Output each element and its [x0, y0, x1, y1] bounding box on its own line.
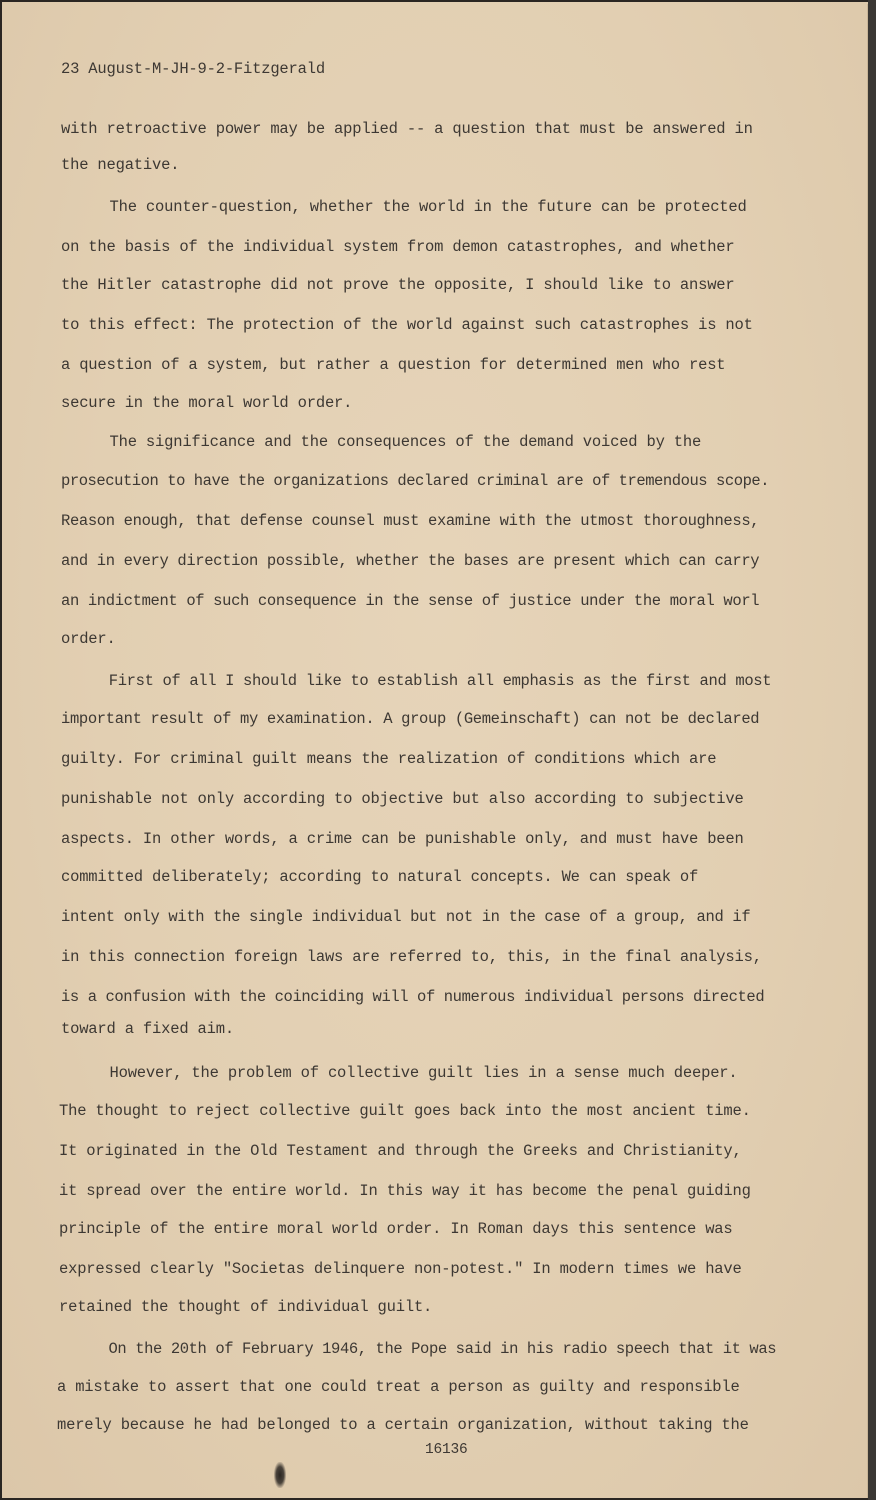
text-line: prosecution to have the organizations declared criminal are of tremendous scope.: [61, 472, 770, 490]
text-line: an indictment of such consequence in the sense of justice under the moral worl: [61, 592, 760, 610]
text-line: Reason enough, that defense counsel must examine with the utmost thoroughness,: [61, 512, 760, 530]
text-line: On the 20th of February 1946, the Pope said in his radio speech that it was: [64, 1340, 777, 1358]
page-header: 23 August-M-JH-9-2-Fitzgerald: [61, 60, 325, 78]
text-line: aspects. In other words, a crime can be punishable only, and must have been: [61, 830, 744, 848]
text-line: with retroactive power may be applied -- a question that must be answered in: [61, 120, 753, 138]
text-line: retained the thought of individual guilt.: [59, 1298, 433, 1316]
typed-text-body: [2, 2, 868, 1498]
text-line: expressed clearly "Societas delinquere non-potest." In modern times we have: [59, 1260, 742, 1278]
text-line: important result of my examination. A group (Gemeinschaft) can not be declared: [61, 710, 760, 728]
text-line: First of all I should like to establish all emphasis as the first and most: [64, 672, 772, 690]
text-line: secure in the moral world order.: [61, 394, 353, 412]
text-line: a question of a system, but rather a question for determined men who rest: [61, 356, 726, 374]
text-line: the Hitler catastrophe did not prove the opposite, I should like to answer: [61, 276, 735, 294]
text-line: The thought to reject collective guilt goes back into the most ancient time.: [59, 1102, 751, 1120]
text-line: it spread over the entire world. In this way it has become the penal guiding: [59, 1182, 751, 1200]
text-line: a mistake to assert that one could treat a person as guilty and responsible: [57, 1378, 740, 1396]
document-page: [2, 2, 868, 1498]
text-line: guilty. For criminal guilt means the realization of conditions which are: [61, 750, 717, 768]
text-line: to this effect: The protection of the world against such catastrophes is not: [61, 316, 753, 334]
text-line: However, the problem of collective guilt lies in a sense much deeper.: [64, 1064, 738, 1082]
page-number: 16136: [425, 1442, 468, 1458]
text-line: the negative.: [61, 156, 180, 174]
ink-smudge: [274, 1462, 286, 1488]
text-line: on the basis of the individual system from demon catastrophes, and whether: [61, 238, 735, 256]
text-line: merely because he had belonged to a certain organization, without taking the: [57, 1416, 749, 1434]
text-line: The counter-question, whether the world in the future can be protected: [64, 198, 747, 216]
text-line: committed deliberately; according to natural concepts. We can speak of: [61, 868, 699, 886]
text-line: toward a fixed aim.: [61, 1020, 234, 1038]
text-line: order.: [61, 630, 116, 648]
text-line: intent only with the single individual but not in the case of a group, and if: [61, 908, 751, 926]
text-line: is a confusion with the coinciding will of numerous individual persons directed: [61, 988, 765, 1006]
text-line: It originated in the Old Testament and through the Greeks and Christianity,: [59, 1142, 742, 1160]
text-line: and in every direction possible, whether the bases are present which can carry: [61, 552, 760, 570]
text-line: punishable not only according to objective but also according to subjective: [61, 790, 744, 808]
text-line: The significance and the consequences of the demand voiced by the: [64, 433, 702, 451]
text-line: in this connection foreign laws are referred to, this, in the final analysis,: [61, 948, 762, 966]
text-line: principle of the entire moral world order. In Roman days this sentence was: [59, 1220, 733, 1238]
scan-border: [868, 0, 876, 1500]
